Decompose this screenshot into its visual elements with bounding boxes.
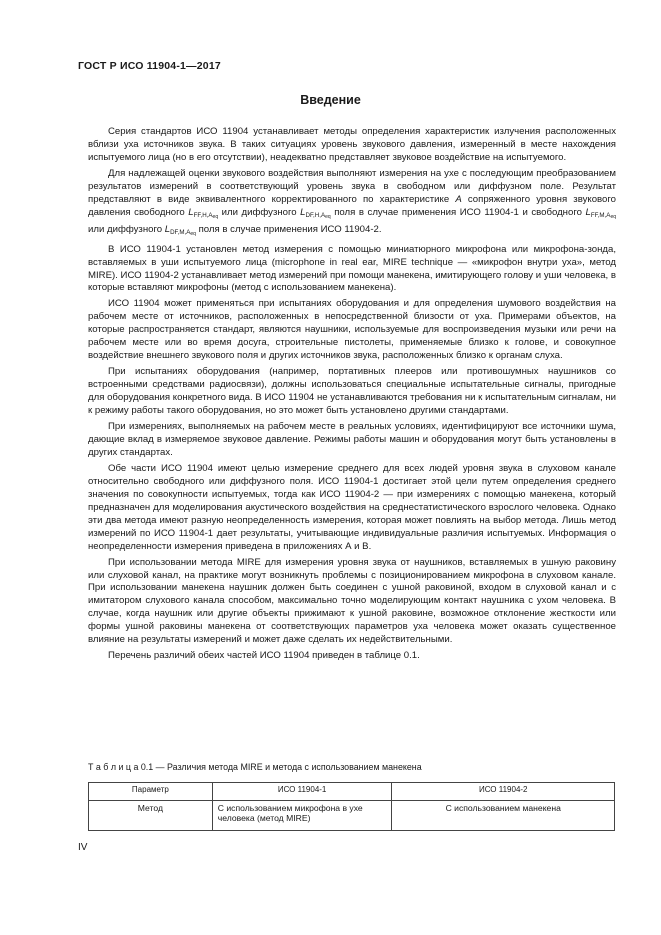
table-header-cell: ИСО 11904-1 xyxy=(212,783,392,801)
table-caption: Т а б л и ц а 0.1 — Различия метода MIRE и метода с использованием манекена xyxy=(88,762,422,772)
table-header-row xyxy=(89,783,615,801)
table-cell: Метод xyxy=(89,801,213,831)
differences-table xyxy=(88,782,615,831)
section-title: Введение xyxy=(300,93,361,107)
page-number: IV xyxy=(78,842,88,853)
table-header-cell: ИСО 11904-2 xyxy=(392,783,615,801)
table-row xyxy=(89,801,615,831)
paragraph-4: ИСО 11904 может применяться при испытаниях оборудования и для определения шумового воздействия на рабочем месте от источников, расположенных в непосредственной близости от уха. Примерами объектов, на которые распространяется стандарт, являются наушники, используемые для воспроизведения музыки или речи на рабочем месте или во время досуга, строительные пистолеты, применяемые близко к голове, и совокупное воздействие внешнего звукового поля и других источников звука, расположенных близко к органам слуха. xyxy=(88,298,616,362)
table-cell: С использованием микрофона в ухе человека (метод MIRE) xyxy=(212,801,392,831)
paragraph-8: При использовании метода MIRE для измерения уровня звука от наушников, вставляемых в ушную раковину или слуховой канал, на практике могут возникнуть проблемы с позиционированием микрофона в слуховом канале. При использовании манекена наушник должен быть соединен с ушной раковиной, входом в слуховой канал и с имитатором слухового канала способом, максимально точно моделирующим контакт наушника с ухом человека. В случае, когда наушник или другие объекты прижимают к ушной раковине, возможное отклонение жесткости или формы ушной раковины манекена от соответствующих параметров уха человека может оказать существенное влияние на результаты измерений и может даже сделать их недействительными. xyxy=(88,556,616,646)
standard-header: ГОСТ Р ИСО 11904-1—2017 xyxy=(78,60,221,72)
paragraph-2: Для надлежащей оценки звукового воздействия выполняют измерения на ухе с последующим преобразованием результатов измерений в соответствующий уровень звука в свободном или диффузном поле. Результат представляют в виде эквивалентного корректированного по характеристике A сопряженного уровня звукового давления свободного $L_{FF,H,Aeq}$ или диффузного $L_{DF,H,Aeq}$ поля в случае применения ИСО 11904-1 и свободного $L_{FF,M,Aeq}$ или диффузного $L_{DF,M,Aeq}$ поля в случае применения ИСО 11904-2. xyxy=(88,167,616,237)
table-header-cell: Параметр xyxy=(89,783,213,801)
paragraph-3: В ИСО 11904-1 установлен метод измерения с помощью миниатюрного микрофона или микрофона-зонда, вставляемых в уши испытуемого лица (microphone in real ear, MIRE technique — «микрофон внутри уха», метод MIRE). ИСО 11904-2 устанавливает метод измерений при помощи манекена, имитирующего голову и уши человека, в которые вставляют микрофоны (метод с использованием манекена). xyxy=(88,243,616,294)
table-cell: С использованием манекена xyxy=(392,801,615,831)
symbol-l-dfh: L xyxy=(300,206,306,218)
paragraph-1: Серия стандартов ИСО 11904 устанавливает методы определения характеристик излучения расположенных вблизи уха источников звука. В таких ситуациях уровень звукового давления, измеренный в месте нахождения испытуемого лица (но в его отсутствии), неадекватно представляет звуковое воздействие на испытуемого. xyxy=(88,126,616,163)
paragraph-9: Перечень различий обеих частей ИСО 11904 приведен в таблице 0.1. xyxy=(108,650,420,662)
body-text xyxy=(88,126,616,663)
symbol-l-ffm: L xyxy=(585,206,591,218)
symbol-l-dfm: L xyxy=(164,223,171,235)
symbol-l-ffh: L xyxy=(188,206,194,218)
paragraph-6: При измерениях, выполняемых на рабочем месте в реальных условиях, идентифицируют все источники шума, дающие вклад в измеряемое звуковое давление. Режимы работы машин и оборудования могут быть установлены в других стандартах. xyxy=(88,421,616,458)
paragraph-5: При испытаниях оборудования (например, портативных плееров или противошумных наушников со встроенными средствами радиосвязи), должны использоваться специальные испытательные сигналы, пригодные для оборудования конкретного вида. В ИСО 11904 не устанавливаются требования ни к испытательным сигналам, ни к режиму работы такого оборудования, но это может быть установлено другими стандартами. xyxy=(88,366,616,417)
paragraph-7: Обе части ИСО 11904 имеют целью измерение среднего для всех людей уровня звука в слуховом канале относительно свободного или диффузного поля. ИСО 11904-1 достигает этой цели путем определения среднего значения по совокупности испытуемых, тогда как ИСО 11904-2 — при измерениях с помощью манекена, который предназначен для моделирования акустического воздействия на среднестатистического взрослого человека. Однако эти два метода имеют разную неопределенность измерения, которая может повлиять на выбор метода. Лишь метод измерений по ИСО 11904-1 дает результаты, учитывающие индивидуальные различия испытуемых. Информация о неопределенности измерения приведена в приложениях А и В. xyxy=(88,462,616,552)
